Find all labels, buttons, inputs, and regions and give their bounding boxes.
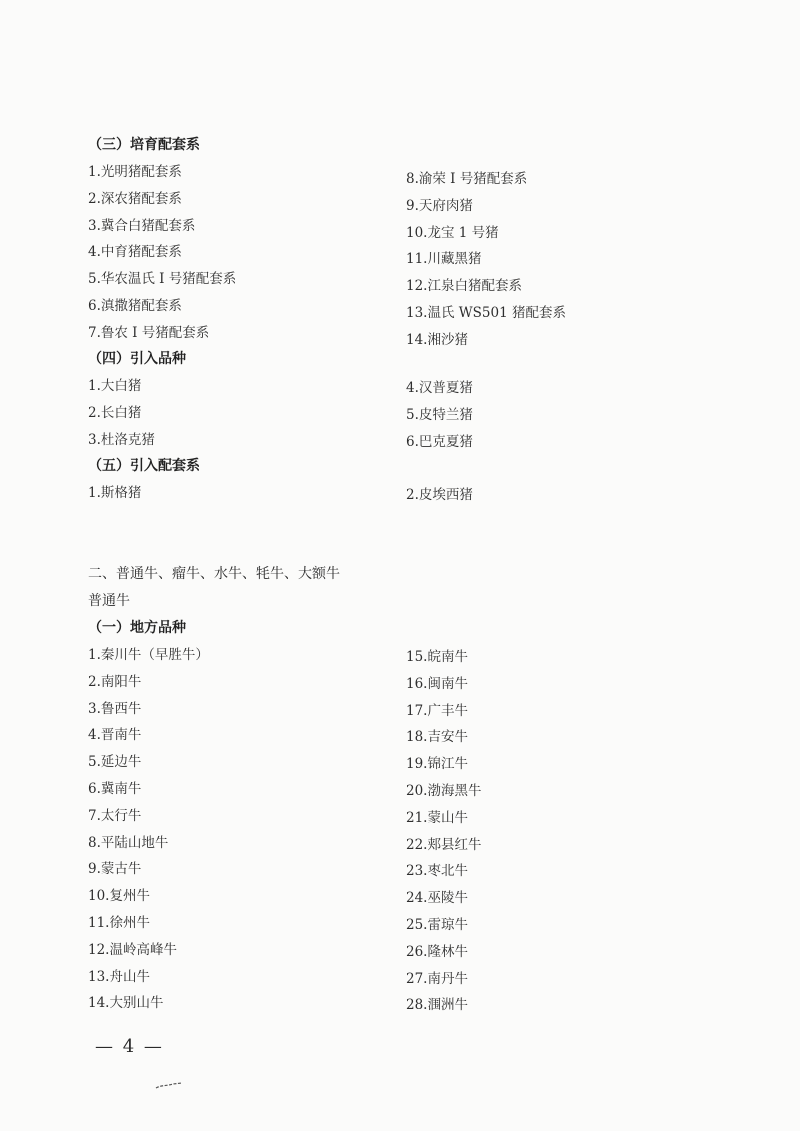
list-item: 4.中育猪配套系 <box>88 244 182 261</box>
list-item: 1.斯格猪 <box>88 485 142 501</box>
list-item: 25.雷琼牛 <box>406 916 468 933</box>
right-column <box>406 482 473 509</box>
list-item: 12.温岭高峰牛 <box>88 941 177 958</box>
list-item: 27.南丹牛 <box>406 970 468 987</box>
list-item: 9.蒙古牛 <box>88 861 142 878</box>
list-item: 21.蒙山牛 <box>406 809 468 826</box>
list-item: 11.徐州牛 <box>88 914 150 931</box>
list-item: 10.龙宝 1 号猪 <box>406 224 499 241</box>
list-item: 15.皖南牛 <box>406 649 468 665</box>
section-heading: （三）培育配套系 <box>88 137 200 153</box>
list-item: 7.鲁农 I 号猪配套系 <box>88 324 210 341</box>
right-column <box>406 375 473 455</box>
list-item: 4.晋南牛 <box>88 727 142 744</box>
list-item: 1.秦川牛（早胜牛） <box>88 647 209 663</box>
list-item: 22.郏县红牛 <box>406 836 482 853</box>
section-heading: （一）地方品种 <box>88 620 186 636</box>
left-column <box>88 480 141 507</box>
list-item: 6.冀南牛 <box>88 780 142 797</box>
left-column <box>88 159 236 347</box>
list-item: 8.渝荣 I 号猪配套系 <box>406 171 528 187</box>
item-columns <box>88 373 728 455</box>
section-introduced-lines <box>88 453 728 510</box>
list-item: 2.南阳牛 <box>88 673 142 690</box>
list-item: 3.鲁西牛 <box>88 700 142 717</box>
list-item: 20.渤海黑牛 <box>406 782 482 799</box>
list-item: 2.长白猪 <box>88 404 142 421</box>
part-title: 二、普通牛、瘤牛、水牛、牦牛、大额牛 <box>88 566 340 582</box>
list-item: 3.冀合白猪配套系 <box>88 217 196 234</box>
list-item: 24.巫陵牛 <box>406 890 468 907</box>
list-item: 26.隆林牛 <box>406 943 468 960</box>
list-item: 1.光明猪配套系 <box>88 164 182 180</box>
list-item: 18.吉安牛 <box>406 729 468 746</box>
item-columns <box>88 642 728 1022</box>
list-item: 1.大白猪 <box>88 378 142 394</box>
list-item: 7.太行牛 <box>88 807 142 824</box>
list-item: 23.枣北牛 <box>406 863 468 880</box>
list-item: 2.深农猪配套系 <box>88 190 182 207</box>
list-item: 2.皮埃西猪 <box>406 487 473 503</box>
list-item: 8.平陆山地牛 <box>88 834 169 851</box>
left-column <box>88 642 209 1017</box>
list-item: 14.湘沙猪 <box>406 331 468 348</box>
item-columns <box>88 480 728 510</box>
list-item: 3.杜洛克猪 <box>88 431 155 448</box>
list-item: 5.延边牛 <box>88 754 142 771</box>
list-item: 9.天府肉猪 <box>406 197 473 214</box>
right-column <box>406 166 566 354</box>
page-number: — 4 — <box>95 1036 164 1057</box>
section-introduced-breeds <box>88 346 728 455</box>
list-item: 6.巴克夏猪 <box>406 433 473 450</box>
list-item: 17.广丰牛 <box>406 702 468 719</box>
part-subtitle: 普通牛 <box>88 593 130 609</box>
list-item: 14.大别山牛 <box>88 995 164 1012</box>
list-item: 13.舟山牛 <box>88 968 150 985</box>
section-heading: （四）引入品种 <box>88 351 186 367</box>
item-columns <box>88 159 728 347</box>
section-local-breeds <box>88 615 728 1022</box>
list-item: 12.江泉白猪配套系 <box>406 278 522 295</box>
list-item: 10.复州牛 <box>88 888 150 905</box>
section-breeding-lines <box>88 132 728 347</box>
list-item: 13.温氏 WS501 猪配套系 <box>406 304 566 321</box>
list-item: 19.锦江牛 <box>406 756 468 773</box>
list-item: 4.汉普夏猪 <box>406 380 473 396</box>
list-item: 5.皮特兰猪 <box>406 406 473 423</box>
list-item: 16.闽南牛 <box>406 675 468 692</box>
list-item: 5.华农温氏 I 号猪配套系 <box>88 271 237 288</box>
list-item: 28.涠洲牛 <box>406 997 468 1014</box>
right-column <box>406 644 481 1019</box>
section-heading: （五）引入配套系 <box>88 458 200 474</box>
list-item: 6.滇撒猪配套系 <box>88 297 182 314</box>
scan-smudge-icon <box>155 1082 183 1090</box>
part-cattle <box>88 561 728 615</box>
list-item: 11.川藏黑猪 <box>406 251 482 268</box>
left-column <box>88 373 155 453</box>
